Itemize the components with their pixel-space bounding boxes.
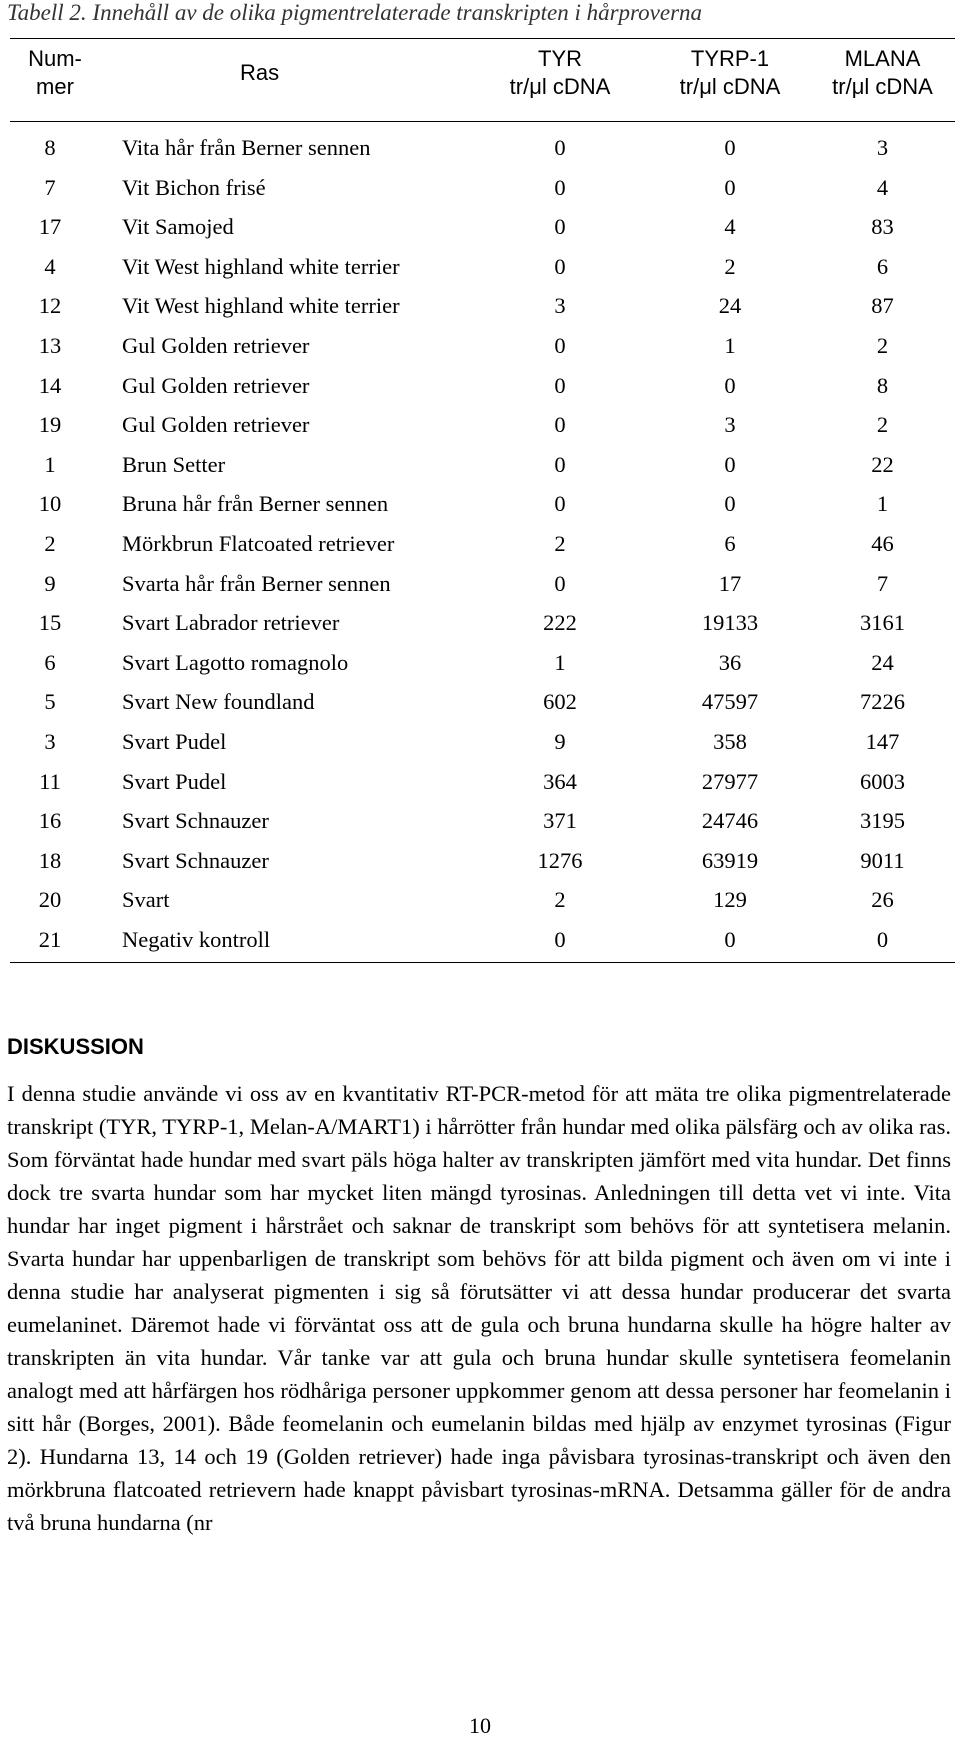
cell-tyrp1: 6 — [724, 530, 736, 556]
page-number: 10 — [469, 1713, 491, 1738]
cell-mlana: 6003 — [860, 768, 905, 794]
cell-number: 20 — [38, 887, 62, 913]
cell-number: 5 — [44, 689, 56, 715]
cell-mlana: 1 — [876, 491, 889, 517]
table-row — [10, 681, 955, 721]
table-row — [10, 919, 955, 959]
header-mlana — [810, 45, 955, 101]
cell-mlana: 0 — [876, 926, 889, 952]
cell-mlana: 7226 — [860, 689, 905, 715]
cell-ras: Svart Lagotto romagnolo — [122, 649, 349, 675]
cell-ras: Gul Golden retriever — [122, 332, 310, 358]
cell-tyrp1: 24746 — [701, 808, 759, 834]
cell-tyrp1: 36 — [718, 649, 742, 675]
cell-ras: Vita hår från Berner sennen — [122, 135, 371, 160]
table-row — [10, 246, 955, 286]
cell-tyr: 371 — [543, 808, 577, 834]
cell-mlana: 4 — [876, 174, 889, 200]
cell-tyr: 9 — [554, 728, 566, 754]
cell-mlana: 8 — [876, 372, 889, 398]
table-row — [10, 800, 955, 840]
cell-number: 3 — [44, 728, 56, 754]
cell-number: 11 — [39, 768, 61, 794]
cell-number: 13 — [38, 332, 62, 358]
cell-ras: Vit Bichon frisé — [122, 174, 266, 200]
cell-ras: Svart Pudel — [122, 728, 227, 754]
header-number-line2: mer — [36, 74, 74, 99]
cell-number: 15 — [38, 610, 62, 636]
cell-ras: Svarta hår från Berner sennen — [122, 570, 391, 596]
cell-number: 21 — [38, 926, 62, 952]
header-number-line1: Num- — [28, 46, 82, 71]
cell-ras: Vit Samojed — [122, 214, 234, 240]
cell-tyr: 1276 — [537, 847, 583, 873]
header-tyr-line1: TYR — [538, 46, 582, 71]
table-row — [10, 127, 955, 167]
cell-tyr: 0 — [554, 926, 566, 952]
table-header — [10, 39, 955, 122]
cell-tyrp1: 0 — [724, 926, 736, 952]
table-row — [10, 523, 955, 563]
cell-mlana: 3195 — [860, 808, 905, 834]
cell-tyr: 2 — [554, 530, 566, 556]
cell-tyr: 0 — [554, 412, 566, 438]
table-row — [10, 721, 955, 761]
header-tyrp1-line2: tr/μl cDNA — [679, 74, 781, 99]
cell-tyrp1: 0 — [724, 451, 736, 477]
header-tyr — [490, 45, 630, 101]
cell-tyrp1: 1 — [724, 332, 736, 358]
cell-tyrp1: 0 — [724, 372, 736, 398]
cell-number: 17 — [38, 214, 62, 240]
cell-tyrp1: 63919 — [701, 847, 759, 873]
cell-ras: Vit West highland white terrier — [122, 293, 400, 319]
cell-ras: Brun Setter — [122, 451, 226, 477]
cell-mlana: 9011 — [860, 847, 905, 873]
cell-mlana: 22 — [871, 451, 894, 477]
cell-tyrp1: 358 — [713, 728, 747, 754]
cell-tyr: 0 — [554, 174, 566, 200]
cell-tyrp1: 47597 — [701, 689, 759, 715]
discussion-paragraph: I denna studie använde vi oss av en kvantitativ RT-PCR-metod för att mäta tre olika pigmentrelaterade transkript (TYR, TYRP-1, Melan-A/MART1) i hårrötter från hundar med olika pälsfärg och av olika ras. Som förväntat hade hundar med svart päls höga halter av transkripten jämfört med vita hundar. Det finns dock tre svarta hundar som har mycket liten mängd tyrosinas. Anledningen till detta vet vi inte. Vita hundar har inget pigment i hårstrået och saknar de transkript som behövs för att syntetisera melanin. Svarta hundar har uppenbarligen de transkript som behövs för att bilda pigment och även om vi inte i denna studie har analyserat pigmenten i sig så förutsätter vi att dessa hundar producerar det svarta eumelaninet. Däremot hade vi förväntat oss att de gula och bruna hundarna skulle ha högre halter av transkripten än vita hundar. Vår tanke var att gula och bruna hundar skulle syntetisera feomelanin analogt med att hårfärgen hos rödhåriga personer uppkommer genom att dessa personer har feomelanin i sitt hår (Borges, 2001). Både feomelanin och eumelanin bildas med hjälp av enzymet tyrosinas (Figur 2). Hundarna 13, 14 och 19 (Golden retriever) hade inga påvisbara tyrosinas-transkript och även den mörkbruna flatcoated retrievern hade knappt påvisbart tyrosinas-mRNA. Detsamma gäller för de andra två bruna hundarna (nr — [7, 1081, 951, 1535]
cell-number: 1 — [44, 451, 56, 477]
table-row — [10, 483, 955, 523]
cell-ras: Vit West highland white terrier — [122, 253, 400, 279]
cell-tyr: 0 — [554, 491, 566, 517]
table-row — [10, 325, 955, 365]
cell-tyr: 364 — [543, 768, 577, 794]
cell-number: 14 — [38, 372, 62, 398]
cell-mlana: 26 — [871, 887, 894, 913]
pigment-transcript-table — [10, 38, 955, 963]
cell-tyrp1: 3 — [724, 412, 736, 438]
cell-mlana: 3 — [876, 135, 889, 160]
header-ras: Ras — [240, 60, 280, 85]
cell-tyrp1: 17 — [718, 570, 742, 596]
header-tyrp1-line1: TYRP-1 — [690, 46, 770, 71]
table-row — [10, 602, 955, 642]
cell-tyrp1: 129 — [713, 887, 747, 913]
table-row — [10, 642, 955, 682]
cell-ras: Svart — [122, 887, 170, 913]
section-heading: DISKUSSION — [7, 1034, 144, 1059]
cell-tyr: 602 — [543, 689, 577, 715]
table-body — [10, 122, 955, 962]
cell-tyr: 0 — [554, 570, 566, 596]
cell-number: 8 — [44, 135, 56, 160]
cell-tyr: 1 — [554, 649, 566, 675]
cell-number: 9 — [44, 570, 56, 596]
table-row — [10, 365, 955, 405]
cell-tyr: 0 — [554, 253, 566, 279]
cell-tyrp1: 19133 — [701, 610, 759, 636]
table-row — [10, 761, 955, 801]
table-row — [10, 404, 955, 444]
table-row — [10, 167, 955, 207]
cell-tyrp1: 0 — [724, 174, 736, 200]
table-row — [10, 285, 955, 325]
cell-number: 18 — [38, 847, 62, 873]
cell-tyrp1: 0 — [724, 491, 736, 517]
header-mlana-line1: MLANA — [844, 46, 921, 71]
cell-number: 4 — [44, 253, 56, 279]
cell-tyrp1: 4 — [724, 214, 736, 240]
cell-tyr: 0 — [554, 135, 566, 160]
cell-ras: Svart Schnauzer — [122, 808, 269, 834]
header-tyr-line2: tr/μl cDNA — [509, 74, 611, 99]
cell-tyr: 0 — [554, 214, 566, 240]
cell-ras: Gul Golden retriever — [122, 412, 310, 438]
cell-ras: Svart Pudel — [122, 768, 227, 794]
table-row — [10, 563, 955, 603]
cell-number: 16 — [38, 808, 62, 834]
cell-tyrp1: 27977 — [701, 768, 759, 794]
cell-tyrp1: 24 — [718, 293, 742, 319]
cell-ras: Gul Golden retriever — [122, 372, 310, 398]
header-mlana-line2: tr/μl cDNA — [832, 74, 933, 99]
header-number — [20, 45, 90, 101]
cell-tyr: 0 — [554, 332, 566, 358]
table-row — [10, 840, 955, 880]
table-row — [10, 206, 955, 246]
cell-number: 19 — [38, 412, 62, 438]
cell-mlana: 87 — [871, 293, 894, 319]
cell-tyr: 2 — [554, 887, 566, 913]
cell-mlana: 2 — [876, 412, 889, 438]
cell-mlana: 147 — [865, 728, 900, 754]
cell-ras: Negativ kontroll — [122, 926, 271, 952]
cell-mlana: 3161 — [860, 610, 905, 636]
cell-ras: Bruna hår från Berner sennen — [122, 491, 389, 517]
cell-tyr: 0 — [554, 451, 566, 477]
header-tyrp1 — [650, 45, 810, 101]
cell-ras: Svart Schnauzer — [122, 847, 269, 873]
cell-ras: Svart New foundland — [122, 689, 315, 715]
cell-number: 10 — [38, 491, 62, 517]
table-caption: Tabell 2. Innehåll av de olika pigmentrelaterade transkripten i hårproverna — [7, 0, 703, 25]
table-row — [10, 879, 955, 919]
cell-mlana: 46 — [871, 530, 894, 556]
cell-mlana: 2 — [876, 332, 889, 358]
cell-number: 7 — [44, 174, 56, 200]
cell-tyrp1: 0 — [724, 135, 736, 160]
cell-ras: Svart Labrador retriever — [122, 610, 340, 636]
cell-mlana: 83 — [871, 214, 894, 240]
cell-tyrp1: 2 — [724, 253, 736, 279]
cell-mlana: 6 — [876, 253, 889, 279]
cell-tyr: 3 — [554, 293, 566, 319]
cell-ras: Mörkbrun Flatcoated retriever — [122, 530, 395, 556]
table-row — [10, 444, 955, 484]
cell-number: 2 — [44, 530, 56, 556]
cell-mlana: 24 — [871, 649, 894, 675]
cell-number: 12 — [38, 293, 62, 319]
cell-mlana: 7 — [876, 570, 889, 596]
cell-tyr: 222 — [543, 610, 577, 636]
cell-tyr: 0 — [554, 372, 566, 398]
cell-number: 6 — [44, 649, 56, 675]
